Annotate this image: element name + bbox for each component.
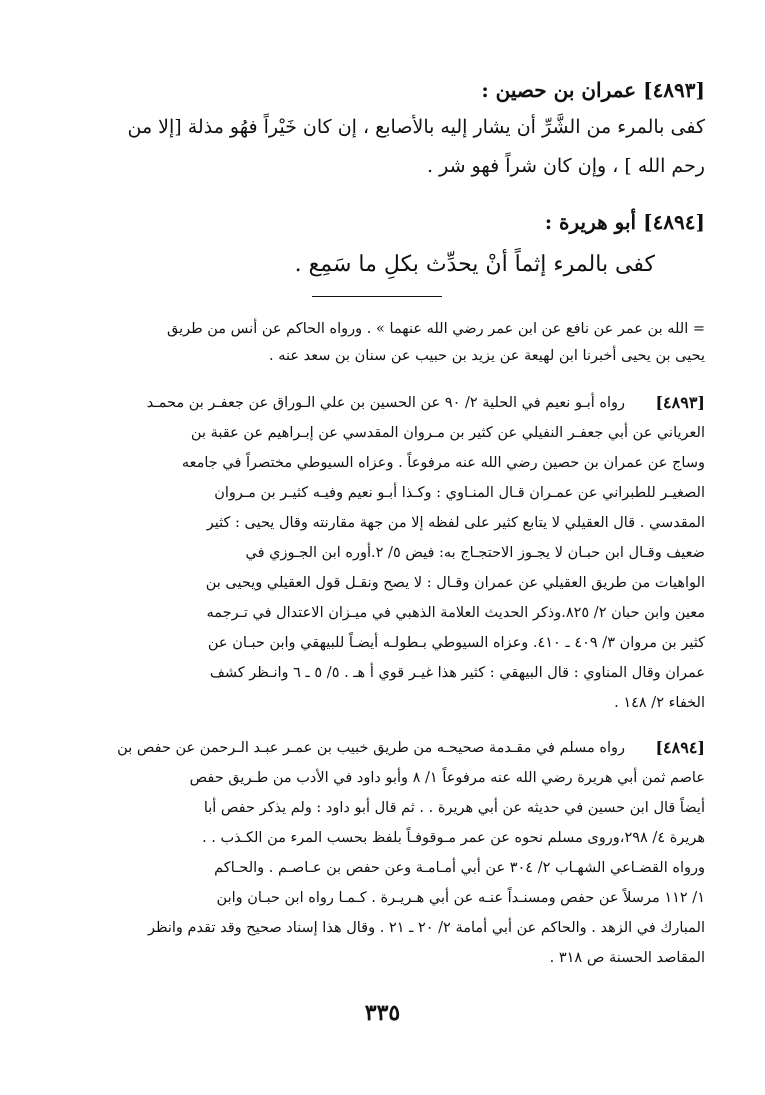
footnote-4893-line: العرياني عن أبي جعفـر النفيلي عن كثير بن مـروان المقدسي عن إبـراهيم عن عقبة بن	[190, 425, 705, 441]
entry-4894-text-line: كفى بالمرء إثماً أنْ يحدِّث بكلِ ما سَمِع .	[294, 252, 655, 277]
carryover-note-line: يحيى بن يحيى أخبرنا ابن لهيعة عن يزيد بن حبيب عن سنان بن سعد عنه .	[268, 348, 705, 364]
footnote-number: [٤٨٩٣]	[655, 393, 705, 412]
footnote-4893-line: وساج عن عمران بن حصين رضي الله عنه مرفوعاً . وعزاه السيوطي مختصراً في جامعه	[181, 455, 705, 471]
footnote-4893-line: الواهيات من طريق العقيلي عن عمران وقـال : لا يصح ونقـل قول العقيلي ويحيى بن	[205, 575, 705, 591]
entry-4893-text-line: كفى بالمرء من الشَّرِّ أن يشار إليه بالأصابع ، إن كان خَيْراً فهُو مذلة [إلا من	[127, 116, 705, 138]
footnote-4893-line: معين وابن حبان ٢/ ٨٢٥.وذكر الحديث العلامة الذهبي في ميـزان الاعتدال في تـرجمه	[206, 605, 705, 621]
footnote-4893-line: عمران وقال المناوي : قال البيهقي : كثير هذا غيـر قوي أ هـ . ٥/ ٥ ـ ٦ وانـظر كشف	[209, 665, 705, 681]
footnote-4893-line: الخفاء ٢/ ١٤٨ .	[614, 695, 705, 711]
entry-4893-heading	[60, 78, 705, 102]
footnote-4894-line: المبارك في الزهد . والحاكم عن أبي أمامة ٢/ ٢٠ ـ ٢١ . وقال هذا إسناد صحيح وقد تقدم وانظر	[147, 920, 705, 936]
footnote-4893-line: رواه أبـو نعيم في الحلية ٢/ ٩٠ عن الحسين بن علي الـوراق عن جعفـر بن محمـد	[146, 395, 625, 411]
footnote-4894-line: ورواه القضـاعي الشهـاب ٢/ ٣٠٤ عن أبي أمـامـة وعن حفص بن عـاصـم . والحـاكم	[214, 860, 705, 876]
footnote-4894-line: هريرة ٤/ ٢٩٨،وروى مسلم نحوه عن عمر مـوقوفـاً بلفظ بحسب المرء من الكـذب . .	[202, 830, 705, 846]
entry-narrator: عمران بن حصين :	[481, 78, 637, 102]
entry-number: [٤٨٩٤]	[643, 210, 705, 234]
footnote-4893-line: ضعيف وقـال ابن حبـان لا يجـوز الاحتجـاج به: فيض ٥/ ٢.أوره ابن الجـوزي في	[245, 545, 705, 561]
footnote-4894-line: المقاصد الحسنة ص ٣١٨ .	[549, 950, 705, 966]
footnote-4894-line: أيضاً قال ابن حسين في حديثه عن أبي هريرة . . ثم قال أبو داود : ولم يذكر حفص أبا	[203, 800, 705, 816]
footnote-4894-line: عاصم ثمن أبي هريرة رضي الله عنه مرفوعاً ١/ ٨ وأبو داود في الأدب من طـريق حفص	[189, 770, 705, 786]
entry-number: [٤٨٩٣]	[643, 78, 705, 102]
entry-4893-text-line: رحم الله ] ، وإن كان شراً فهو شر .	[427, 155, 705, 177]
footnote-divider	[312, 296, 442, 297]
entry-narrator: أبو هريرة :	[544, 210, 637, 234]
footnote-4893-line: الصغيـر للطبراني عن عمـران قـال المنـاوي : وكـذا أبـو نعيم وفيـه كثيـر بن مـروان	[214, 485, 705, 501]
footnote-4894-line: رواه مسلم في مقـدمة صحيحـه من طريق خبيب بن عمـر عبـد الـرحمن عن حفص بن	[117, 740, 625, 756]
entry-4894-heading	[60, 210, 705, 234]
footnote-number: [٤٨٩٤]	[655, 738, 705, 757]
footnote-4893-line: كثير بن مروان ٣/ ٤٠٩ ـ ٤١٠. وعزاه السيوطي بـطولـه أيضـاً للبيهقي وابن حبـان عن	[207, 635, 705, 651]
footnote-4893-line: المقدسي . قال العقيلي لا يتابع كثير على لفظه إلا من جهة مقارنته وقال يحيى : كثير	[206, 515, 705, 531]
carryover-note-line: = الله بن عمر عن نافع عن ابن عمر رضي الله عنهما » . ورواه الحاكم عن أنس من طريق	[166, 321, 705, 337]
page-number: ٣٣٥	[364, 1000, 401, 1026]
footnote-4894-line: ١/ ١١٢ مرسلاً عن حفص ومسنـداً عنـه عن أبي هـريـرة . كـمـا رواه ابن حبـان وابن	[216, 890, 705, 906]
